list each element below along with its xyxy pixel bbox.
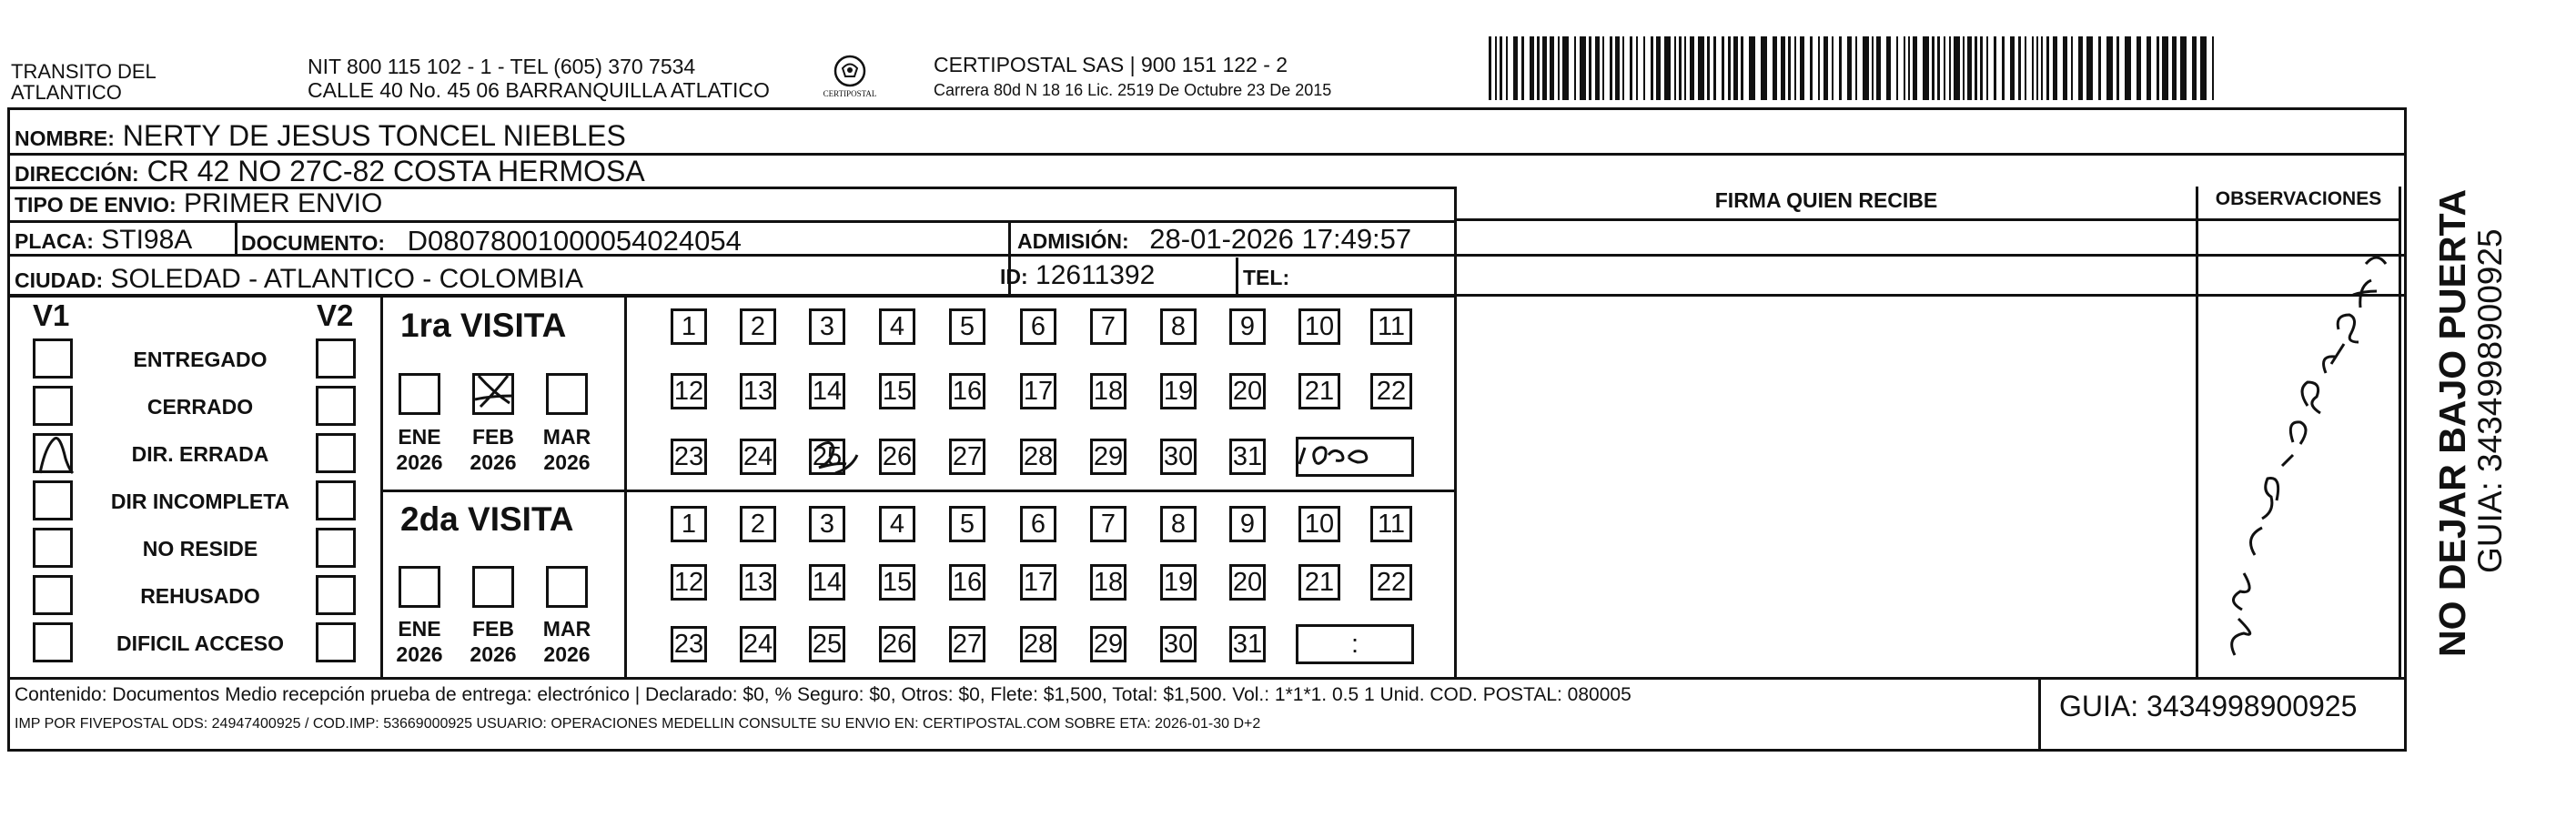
barcode-bar: [1722, 36, 1724, 100]
barcode-bar: [2010, 36, 2015, 100]
status-v2-checkbox[interactable]: [316, 386, 356, 426]
day-box[interactable]: 18: [1090, 564, 1126, 601]
barcode-bar: [2137, 36, 2141, 100]
status-v1-checkbox[interactable]: [33, 622, 73, 662]
month-year: 2026: [470, 450, 517, 474]
footer-guia: GUIA: 3434998900925: [2059, 690, 2358, 722]
status-v2-checkbox[interactable]: [316, 528, 356, 568]
barcode-bar: [1489, 36, 1491, 100]
observaciones-label: OBSERVACIONES: [2215, 188, 2382, 209]
barcode-bar: [2106, 36, 2113, 100]
day-box[interactable]: 26: [879, 439, 915, 475]
day-box[interactable]: 28: [1020, 439, 1056, 475]
day-box[interactable]: 17: [1020, 373, 1056, 409]
barcode-bar: [2172, 36, 2177, 100]
barcode-bar: [2032, 36, 2034, 100]
barcode-bar: [1558, 36, 1560, 100]
status-label: ENTREGADO: [133, 348, 268, 371]
month-year: 2026: [396, 642, 443, 666]
barcode-bar: [1500, 36, 1502, 100]
barcode-bar: [1679, 36, 1682, 100]
handwritten-day-mark: [810, 437, 864, 482]
barcode-bar: [1832, 36, 1834, 100]
handwritten-x-mark: [473, 369, 519, 409]
barcode-bar: [1967, 36, 1972, 100]
barcode-bar: [2041, 36, 2043, 100]
barcode-bar: [1781, 36, 1785, 100]
day-box[interactable]: 9: [1229, 308, 1266, 345]
status-v2-checkbox[interactable]: [316, 480, 356, 520]
barcode-bar: [1636, 36, 1638, 100]
row-divider: [7, 295, 1456, 298]
barcode-bar: [1923, 36, 1929, 100]
barcode-bar: [1847, 36, 1852, 100]
day-box[interactable]: 12: [671, 564, 707, 601]
barcode-bar: [1630, 36, 1632, 100]
barcode-bar: [1550, 36, 1554, 100]
shipping-type-label: TIPO DE ENVIO:: [15, 193, 177, 217]
id-value: 12611392: [1035, 260, 1156, 290]
day-box[interactable]: 1: [671, 308, 707, 345]
day-box[interactable]: 30: [1160, 626, 1197, 662]
month-checkbox[interactable]: [399, 566, 440, 608]
day-box[interactable]: 29: [1090, 626, 1126, 662]
certipostal-logo: [813, 53, 887, 104]
day-box[interactable]: 29: [1090, 439, 1126, 475]
signature-area[interactable]: [1460, 223, 2188, 673]
shipping-type-row: [15, 188, 382, 219]
barcode-bar: [1521, 36, 1524, 100]
plate-label: PLACA:: [15, 229, 94, 253]
document-cell: [241, 225, 742, 257]
barcode-bar: [1530, 36, 1534, 100]
barcode-bar: [1610, 36, 1612, 100]
status-v1-checkbox[interactable]: [33, 480, 73, 520]
month-name: MAR: [542, 617, 591, 641]
day-box[interactable]: 3: [809, 308, 845, 345]
barcode-bar: [1580, 36, 1586, 100]
day-box[interactable]: 13: [740, 373, 776, 409]
day-box[interactable]: 16: [949, 564, 985, 601]
barcode-bar: [1542, 36, 1547, 100]
recipient-name: NERTY DE JESUS TONCEL NIEBLES: [122, 119, 626, 152]
side-warning: NO DEJAR BAJO PUERTA: [2431, 188, 2473, 657]
day-box[interactable]: 23: [671, 626, 707, 662]
status-label: DIFICIL ACCESO: [116, 631, 284, 655]
status-v2-checkbox[interactable]: [316, 575, 356, 615]
status-label: REHUSADO: [140, 584, 260, 608]
barcode-bar: [2098, 36, 2101, 100]
barcode-bar: [2053, 36, 2057, 100]
barcode-bar: [1937, 36, 1940, 100]
footer-col-divider: [2038, 677, 2041, 752]
barcode-bar: [1994, 36, 1996, 100]
day-box[interactable]: 19: [1160, 564, 1197, 601]
barcode-bar: [1690, 36, 1694, 100]
time-box[interactable]: :: [1296, 624, 1414, 664]
company-address: Carrera 80d N 18 16 Lic. 2519 De Octubre 23 De 2015: [934, 81, 1332, 99]
barcode-bar: [2036, 36, 2038, 100]
barcode-bar: [2192, 36, 2197, 100]
barcode-bar: [1913, 36, 1917, 100]
day-box[interactable]: 24: [740, 439, 776, 475]
day-box[interactable]: 4: [879, 308, 915, 345]
day-box[interactable]: 5: [949, 506, 985, 542]
admission-label: ADMISIÓN:: [1017, 229, 1129, 253]
barcode-bar: [1733, 36, 1738, 100]
city-value: SOLEDAD - ATLANTICO - COLOMBIA: [110, 264, 583, 294]
sender-name: [11, 61, 157, 103]
month-checkbox[interactable]: [472, 566, 514, 608]
day-box[interactable]: 27: [949, 626, 985, 662]
barcode-bar: [2116, 36, 2119, 100]
barcode-bar: [1749, 36, 1755, 100]
barcode-bar: [1513, 36, 1518, 100]
barcode: [1489, 36, 2224, 100]
barcode-bar: [2162, 36, 2168, 100]
barcode-bar: [1651, 36, 1653, 100]
barcode-bar: [1773, 36, 1777, 100]
day-box[interactable]: 20: [1229, 373, 1266, 409]
barcode-bar: [1728, 36, 1731, 100]
name-label: NOMBRE:: [15, 126, 115, 150]
barcode-bar: [1876, 36, 1881, 100]
day-box[interactable]: 8: [1160, 308, 1197, 345]
sender-line-1: TRANSITO DEL: [11, 60, 157, 83]
barcode-bar: [1963, 36, 1965, 100]
day-box[interactable]: 10: [1298, 308, 1340, 345]
month-checkbox[interactable]: [546, 566, 588, 608]
barcode-bar: [1986, 36, 1988, 100]
barcode-bar: [1944, 36, 1945, 100]
barcode-bar: [1741, 36, 1743, 100]
shipping-type: PRIMER ENVIO: [183, 188, 383, 218]
barcode-bar: [1707, 36, 1710, 100]
day-box[interactable]: 30: [1160, 439, 1197, 475]
barcode-bar: [2180, 36, 2187, 100]
month-label: [461, 616, 525, 667]
barcode-bar: [1562, 36, 1569, 100]
month-label: [535, 616, 599, 667]
status-v1-checkbox[interactable]: [33, 386, 73, 426]
barcode-bar: [1615, 36, 1620, 100]
document-label: DOCUMENTO:: [241, 231, 386, 255]
month-name: FEB: [472, 617, 514, 641]
day-box[interactable]: 15: [879, 373, 915, 409]
day-box[interactable]: 21: [1298, 564, 1340, 601]
sender-line-2: ATLANTICO: [11, 81, 122, 104]
tel-label: TEL:: [1243, 266, 1290, 289]
day-box[interactable]: 6: [1020, 308, 1056, 345]
sender-contact: [308, 55, 770, 102]
day-box[interactable]: 14: [809, 564, 845, 601]
barcode-bar: [2200, 36, 2207, 100]
admission-cell: [1017, 223, 1411, 256]
barcode-bar: [1495, 36, 1497, 100]
day-box[interactable]: 23: [671, 439, 707, 475]
signature-header-line: [1454, 218, 2401, 221]
barcode-bar: [2125, 36, 2131, 100]
day-box[interactable]: 6: [1020, 506, 1056, 542]
document-value: D08078001000054024054: [407, 225, 742, 257]
barcode-bar: [1794, 36, 1796, 100]
barcode-bar: [1810, 36, 1813, 100]
day-box[interactable]: 26: [879, 626, 915, 662]
barcode-bar: [1574, 36, 1576, 100]
col-divider: [235, 220, 237, 257]
day-box[interactable]: 4: [879, 506, 915, 542]
status-v1-checkbox[interactable]: [33, 528, 73, 568]
month-name: ENE: [398, 425, 441, 449]
status-divider: [380, 295, 383, 677]
barcode-bar: [1839, 36, 1842, 100]
barcode-bar: [1602, 36, 1604, 100]
month-year: 2026: [470, 642, 517, 666]
address-row: [15, 155, 645, 188]
day-box[interactable]: 16: [949, 373, 985, 409]
barcode-bar: [1643, 36, 1645, 100]
barcode-bar: [2002, 36, 2005, 100]
month-year: 2026: [543, 450, 591, 474]
visit-2-title: 2da VISITA: [400, 500, 574, 538]
barcode-bar: [1932, 36, 1935, 100]
logo-text: CERTIPOSTAL: [823, 89, 877, 98]
day-box[interactable]: 22: [1370, 564, 1412, 601]
barcode-bar: [1823, 36, 1828, 100]
day-box[interactable]: 14: [809, 373, 845, 409]
barcode-bar: [1863, 36, 1869, 100]
handwritten-check-mark: [36, 433, 82, 479]
status-v2-checkbox[interactable]: [316, 622, 356, 662]
day-box[interactable]: 9: [1229, 506, 1266, 542]
barcode-bar: [1800, 36, 1804, 100]
day-box[interactable]: 12: [671, 373, 707, 409]
month-name: FEB: [472, 425, 514, 449]
day-box[interactable]: 2: [740, 506, 776, 542]
barcode-bar: [1713, 36, 1716, 100]
admission-value: 28-01-2026 17:49:57: [1149, 223, 1412, 255]
day-box[interactable]: 5: [949, 308, 985, 345]
status-v2-checkbox[interactable]: [316, 433, 356, 473]
city-label: CIUDAD:: [15, 268, 104, 292]
month-name: MAR: [542, 425, 591, 449]
barcode-bar: [1761, 36, 1767, 100]
firma-label: FIRMA QUIEN RECIBE: [1714, 188, 1938, 212]
barcode-bar: [1980, 36, 1983, 100]
day-box[interactable]: 13: [740, 564, 776, 601]
address-line: CALLE 40 No. 45 06 BARRANQUILLA ATLATICO: [308, 78, 770, 102]
plate-value: STI98A: [101, 225, 193, 255]
recipient-address: CR 42 NO 27C-82 COSTA HERMOSA: [146, 155, 645, 187]
month-label: [388, 616, 451, 667]
barcode-bar: [2071, 36, 2073, 100]
day-box[interactable]: 19: [1160, 373, 1197, 409]
company-line: CERTIPOSTAL SAS | 900 151 122 - 2: [934, 53, 1288, 76]
day-box[interactable]: 11: [1370, 308, 1412, 345]
day-box[interactable]: 24: [740, 626, 776, 662]
id-label: ID:: [1000, 265, 1028, 288]
day-box[interactable]: 25: [809, 439, 845, 475]
barcode-bar: [1818, 36, 1820, 100]
address-label: DIRECCIÓN:: [15, 162, 139, 186]
day-box[interactable]: 2: [740, 308, 776, 345]
barcode-bar: [2046, 36, 2049, 100]
day-box[interactable]: 15: [879, 564, 915, 601]
status-v1-checkbox[interactable]: [33, 338, 73, 379]
day-box[interactable]: 28: [1020, 626, 1056, 662]
day-box[interactable]: 3: [809, 506, 845, 542]
day-box[interactable]: 22: [1370, 373, 1412, 409]
day-box[interactable]: 21: [1298, 373, 1340, 409]
footer-content-line: Contenido: Documentos Medio recepción prueba de entrega: electrónico | Declarado: $0, % Seguro: $0, Otros: $0, Flete: $1,500, Total: $1,500. Vol.: 1*1*1. 0.5 1 Unid. COD. POSTAL: 080005: [15, 684, 1631, 705]
month-name: ENE: [398, 617, 441, 641]
col-divider: [1454, 187, 1457, 678]
v1-label: V1: [33, 298, 70, 332]
status-label: DIR INCOMPLETA: [110, 490, 290, 513]
day-box[interactable]: 18: [1090, 373, 1126, 409]
barcode-bar: [1904, 36, 1905, 100]
col-divider: [1236, 257, 1238, 295]
barcode-bar: [1908, 36, 1910, 100]
handwritten-time: [1292, 431, 1401, 477]
city-cell: [15, 264, 583, 295]
barcode-bar: [1589, 36, 1591, 100]
month-label: [535, 424, 599, 475]
day-box[interactable]: 11: [1370, 506, 1412, 542]
visit-divider: [624, 295, 627, 677]
barcode-bar: [1788, 36, 1791, 100]
handwritten-observation: [2198, 227, 2399, 673]
day-box[interactable]: 7: [1090, 506, 1126, 542]
month-label: [461, 424, 525, 475]
status-v2-checkbox[interactable]: [316, 338, 356, 379]
day-box[interactable]: 31: [1229, 439, 1266, 475]
side-guia: GUIA: 3434998900925: [2471, 228, 2509, 573]
barcode-bar: [1855, 36, 1857, 100]
id-cell: [1000, 260, 1155, 291]
col-divider: [2399, 187, 2401, 678]
status-label: NO RESIDE: [142, 537, 258, 560]
barcode-bar: [1664, 36, 1671, 100]
barcode-bar: [1537, 36, 1540, 100]
barcode-bar: [1674, 36, 1676, 100]
month-checkbox[interactable]: [546, 373, 588, 415]
barcode-bar: [1698, 36, 1704, 100]
month-label: [388, 424, 451, 475]
barcode-bar: [1622, 36, 1624, 100]
barcode-bar: [1656, 36, 1661, 100]
barcode-bar: [1949, 36, 1951, 100]
day-box[interactable]: 8: [1160, 506, 1197, 542]
day-box[interactable]: 1: [671, 506, 707, 542]
month-year: 2026: [396, 450, 443, 474]
barcode-bar: [1886, 36, 1891, 100]
plate-cell: [15, 225, 192, 256]
month-checkbox[interactable]: [399, 373, 440, 415]
visit-separator: [380, 490, 1456, 492]
visit-1-title: 1ra VISITA: [400, 307, 567, 344]
v2-label: V2: [317, 298, 354, 332]
month-year: 2026: [543, 642, 591, 666]
barcode-bar: [1595, 36, 1600, 100]
barcode-bar: [2018, 36, 2021, 100]
barcode-bar: [2025, 36, 2026, 100]
barcode-bar: [2212, 36, 2214, 100]
day-box[interactable]: 17: [1020, 564, 1056, 601]
barcode-bar: [2086, 36, 2093, 100]
barcode-bar: [1506, 36, 1508, 100]
status-v1-checkbox[interactable]: [33, 575, 73, 615]
day-box[interactable]: 27: [949, 439, 985, 475]
barcode-bar: [2147, 36, 2151, 100]
day-box[interactable]: 20: [1229, 564, 1266, 601]
day-box[interactable]: 31: [1229, 626, 1266, 662]
barcode-bar: [2063, 36, 2067, 100]
barcode-bar: [2078, 36, 2083, 100]
status-label: DIR. ERRADA: [131, 442, 269, 466]
status-label: CERRADO: [146, 395, 254, 419]
barcode-bar: [1896, 36, 1898, 100]
barcode-bar: [2157, 36, 2159, 100]
day-box[interactable]: 25: [809, 626, 845, 662]
barcode-bar: [1954, 36, 1960, 100]
day-box[interactable]: 10: [1298, 506, 1340, 542]
footer-imp-line: IMP POR FIVEPOSTAL ODS: 24947400925 / COD.IMP: 53669000925 USUARIO: OPERACIONES MEDELLIN CONSULTE SU ENVIO EN: CERTIPOSTAL.COM SOBRE ETA: 2026-01-30 D+2: [15, 716, 1261, 732]
nit-line: NIT 800 115 102 - 1 - TEL (605) 370 7534: [308, 55, 696, 78]
barcode-bar: [1872, 36, 1874, 100]
day-box[interactable]: 7: [1090, 308, 1126, 345]
footer-divider: [7, 677, 2407, 680]
name-row: [15, 119, 626, 153]
barcode-bar: [1975, 36, 1977, 100]
barcode-bar: [1684, 36, 1686, 100]
